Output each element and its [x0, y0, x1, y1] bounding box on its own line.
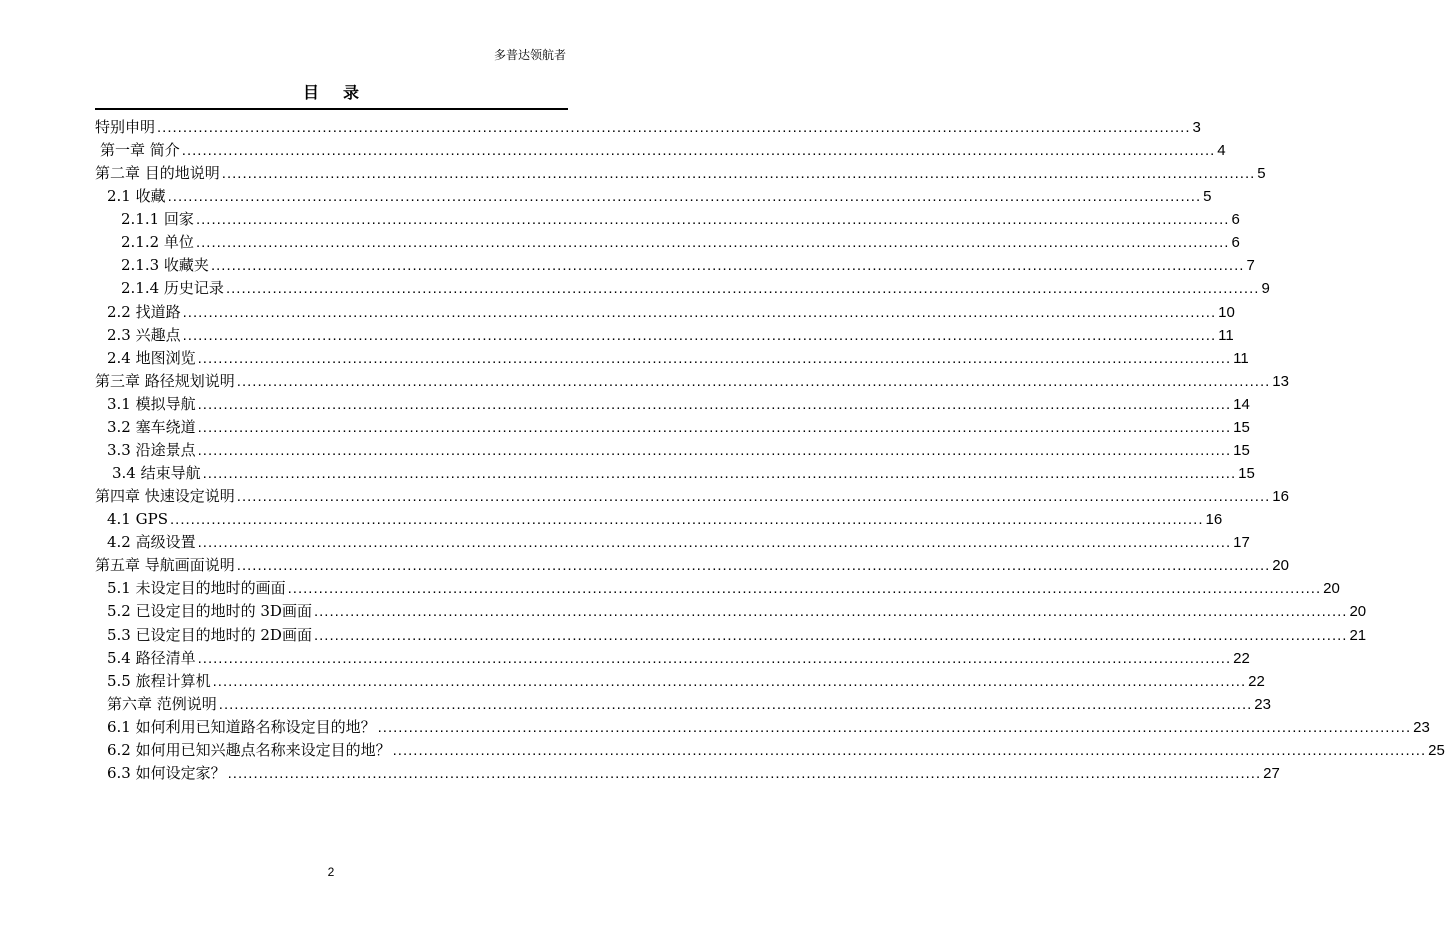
- toc-entry-page: 15: [1238, 465, 1255, 483]
- toc-entry-page: 27: [1263, 764, 1280, 782]
- toc-entry[interactable]: [95, 716, 1430, 738]
- toc-entry[interactable]: [95, 739, 1445, 761]
- toc-entry-page: 6: [1231, 211, 1240, 229]
- toc-dot-leader: ........................................................................................................................................................................................................: [182, 326, 1217, 344]
- toc-dot-leader: ........................................................................................................................................................................................................: [236, 488, 1271, 506]
- toc-entry[interactable]: [95, 277, 1270, 299]
- toc-dot-leader: ........................................................................................................................................................................................................: [197, 395, 1232, 413]
- toc-entry-page: 23: [1254, 695, 1271, 713]
- toc-entry-label: 2.3 兴趣点: [107, 325, 181, 344]
- toc-entry[interactable]: [95, 324, 1234, 346]
- toc-dot-leader: ........................................................................................................................................................................................................: [197, 534, 1232, 552]
- toc-dot-leader: ........................................................................................................................................................................................................: [313, 603, 1348, 621]
- toc-entry-label: 5.3 已设定目的地时的 2D画面: [107, 625, 312, 644]
- toc-entry[interactable]: [95, 116, 1201, 138]
- toc-entry-label: 2.1.2 单位: [121, 233, 194, 252]
- toc-dot-leader: ........................................................................................................................................................................................................: [218, 695, 1253, 713]
- toc-entry-page: 20: [1272, 557, 1289, 575]
- toc-entry-page: 11: [1218, 326, 1234, 344]
- toc-entry-page: 14: [1233, 395, 1250, 413]
- toc-dot-leader: ........................................................................................................................................................................................................: [212, 672, 1247, 690]
- page-number: 2: [327, 865, 335, 879]
- toc-dot-leader: ........................................................................................................................................................................................................: [195, 211, 1230, 229]
- title-rule: [95, 108, 568, 110]
- toc-dot-leader: ........................................................................................................................................................................................................: [169, 511, 1204, 529]
- toc-entry-label: 第三章 路径规划说明: [95, 371, 235, 390]
- toc-entry-page: 23: [1413, 718, 1430, 736]
- toc-entry-label: 2.2 找道路: [107, 302, 181, 321]
- toc-entry[interactable]: [95, 762, 1280, 784]
- toc-entry-page: 5: [1203, 188, 1212, 206]
- toc-dot-leader: ........................................................................................................................................................................................................: [197, 441, 1232, 459]
- toc-dot-leader: ........................................................................................................................................................................................................: [167, 188, 1202, 206]
- toc-entry-page: 13: [1272, 372, 1289, 390]
- toc-dot-leader: ........................................................................................................................................................................................................: [197, 418, 1232, 436]
- toc-entry-label: 2.1.1 回家: [121, 210, 194, 229]
- toc-entry[interactable]: [95, 347, 1249, 369]
- toc-entry-page: 9: [1261, 280, 1270, 298]
- toc-entry[interactable]: [95, 577, 1340, 599]
- toc-entry-label: 3.3 沿途景点: [107, 440, 196, 459]
- toc-dot-leader: ........................................................................................................................................................................................................: [157, 119, 1191, 136]
- toc-entry[interactable]: [95, 508, 1223, 530]
- toc-entry-page: 20: [1323, 580, 1340, 598]
- toc-entry-label: 第五章 导航画面说明: [95, 556, 235, 575]
- toc-entry[interactable]: [95, 254, 1255, 276]
- toc-entry[interactable]: [95, 670, 1265, 692]
- toc-entry-page: 21: [1349, 626, 1367, 644]
- toc-entry-label: 6.1 如何利用已知道路名称设定目的地？: [107, 717, 376, 736]
- toc-entry-page: 25: [1428, 741, 1445, 759]
- toc-entry-page: 16: [1272, 488, 1289, 506]
- toc-entry[interactable]: [95, 600, 1367, 622]
- toc-entry[interactable]: [95, 462, 1255, 484]
- toc-dot-leader: ........................................................................................................................................................................................................: [202, 465, 1237, 483]
- toc-entry-page: 22: [1233, 649, 1250, 667]
- toc-entry[interactable]: [95, 231, 1240, 253]
- toc-entry-page: 16: [1205, 511, 1223, 529]
- toc-entry-label: 6.3 如何设定家？: [107, 763, 226, 782]
- toc-entry[interactable]: [95, 439, 1250, 461]
- toc-entry-page: 11: [1233, 349, 1249, 367]
- toc-entry-label: 第一章 简介: [100, 141, 180, 160]
- toc-entry-page: 5: [1257, 165, 1266, 183]
- toc-entry-page: 4: [1217, 142, 1226, 160]
- toc-entry-page: 20: [1349, 603, 1367, 621]
- toc-entry-label: 2.4 地图浏览: [107, 348, 196, 367]
- toc-title: 目录: [302, 83, 383, 102]
- toc-entry[interactable]: [95, 624, 1367, 646]
- toc-dot-leader: ........................................................................................................................................................................................................: [182, 303, 1217, 321]
- toc-dot-leader: ........................................................................................................................................................................................................: [313, 626, 1348, 644]
- toc-dot-leader: ........................................................................................................................................................................................................: [195, 234, 1230, 252]
- toc-entry-label: 3.1 模拟导航: [107, 394, 196, 413]
- toc-entry[interactable]: [95, 208, 1240, 230]
- toc-entry[interactable]: [95, 416, 1250, 438]
- toc-entry-label: 4.2 高级设置: [107, 533, 196, 552]
- toc-entry-label: 第二章 目的地说明: [95, 164, 220, 183]
- toc-entry[interactable]: [95, 301, 1235, 323]
- toc-entry[interactable]: [95, 647, 1250, 669]
- toc-entry-label: 2.1.4 历史记录: [121, 279, 224, 298]
- toc-entry-label: 3.2 塞车绕道: [107, 417, 196, 436]
- toc-entry[interactable]: [95, 370, 1289, 392]
- toc-dot-leader: ........................................................................................................................................................................................................: [197, 649, 1232, 667]
- toc-entry[interactable]: [95, 531, 1250, 553]
- toc-entry-label: 2.1 收藏: [107, 187, 166, 206]
- toc-entry-page: 15: [1233, 418, 1250, 436]
- toc-entry-page: 17: [1233, 534, 1250, 552]
- toc-entry-label: 第六章 范例说明: [107, 694, 217, 713]
- toc-entry-label: 6.2 如何用已知兴趣点名称来设定目的地？: [107, 740, 391, 759]
- toc-dot-leader: ........................................................................................................................................................................................................: [221, 165, 1256, 183]
- toc-entry-label: 4.1 GPS: [107, 510, 168, 529]
- toc-entry-label: 第四章 快速设定说明: [95, 487, 235, 506]
- toc-entry[interactable]: [95, 185, 1212, 207]
- toc-entry[interactable]: [95, 139, 1226, 161]
- toc-entry-page: 3: [1192, 119, 1201, 136]
- toc-dot-leader: ........................................................................................................................................................................................................: [287, 580, 1322, 598]
- toc-entry-label: 特别申明: [95, 118, 156, 136]
- toc-dot-leader: ........................................................................................................................................................................................................: [197, 349, 1232, 367]
- toc-dot-leader: ........................................................................................................................................................................................................: [225, 280, 1260, 298]
- toc-entry-page: 6: [1231, 234, 1240, 252]
- toc-entry-label: 2.1.3 收藏夹: [121, 256, 209, 275]
- toc-entry[interactable]: [95, 393, 1250, 415]
- toc-dot-leader: ........................................................................................................................................................................................................: [181, 142, 1216, 160]
- toc-entry-label: 5.4 路径清单: [107, 648, 196, 667]
- toc-entry[interactable]: [95, 485, 1289, 507]
- toc-entry-label: 5.5 旅程计算机: [107, 671, 211, 690]
- toc-entry-page: 7: [1246, 257, 1255, 275]
- toc-entry-label: 5.1 未设定目的地时的画面: [107, 579, 286, 598]
- running-header: 多普达领航者: [493, 48, 566, 62]
- toc-dot-leader: ........................................................................................................................................................................................................: [236, 557, 1271, 575]
- toc-entry-page: 10: [1218, 303, 1235, 321]
- toc-entry-label: 5.2 已设定目的地时的 3D画面: [107, 602, 312, 621]
- toc-entry-page: 22: [1248, 672, 1265, 690]
- toc-entry-label: 3.4 结束导航: [112, 464, 201, 483]
- toc-entry[interactable]: [95, 554, 1289, 576]
- toc-entry-page: 15: [1233, 441, 1250, 459]
- toc-dot-leader: ........................................................................................................................................................................................................: [392, 741, 1427, 759]
- toc-entry[interactable]: [95, 693, 1271, 715]
- toc-dot-leader: ........................................................................................................................................................................................................: [236, 372, 1271, 390]
- toc-dot-leader: ........................................................................................................................................................................................................: [227, 764, 1262, 782]
- toc-entry[interactable]: [95, 162, 1266, 184]
- toc-dot-leader: ........................................................................................................................................................................................................: [377, 718, 1412, 736]
- toc-dot-leader: ........................................................................................................................................................................................................: [210, 257, 1245, 275]
